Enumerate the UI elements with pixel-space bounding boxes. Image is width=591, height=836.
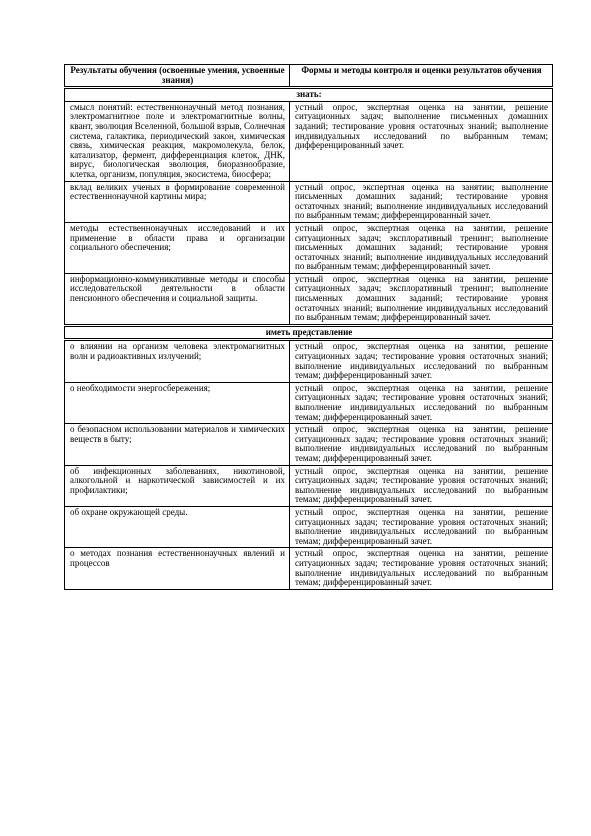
result-cell: об охране окружающей среды. [65, 506, 290, 547]
methods-cell: устный опрос, экспертная оценка на занятии, решение ситуационных задач; тестирование уровня остаточных знаний; выполнение индивидуальных исследований по выбранным темам; дифференцированный зачет. [290, 382, 553, 423]
result-cell: о необходимости энергосбережения; [65, 382, 290, 423]
section-title: иметь представление [65, 325, 553, 340]
table-row [65, 340, 553, 382]
table-row [65, 273, 553, 325]
methods-cell: устный опрос, экспертная оценка на занятии, решение ситуационных задач; тестирование уровня остаточных знаний; выполнение индивидуальных исследований по выбранным темам; дифференцированный зачет. [290, 340, 553, 382]
methods-cell: устный опрос, экспертная оценка на занятии, решение ситуационных задач; тестирование уровня остаточных знаний; выполнение индивидуальных исследований по выбранным темам; дифференцированный зачет. [290, 465, 553, 506]
table-row [65, 506, 553, 547]
table-row [65, 222, 553, 273]
result-cell: о безопасном использовании материалов и химических веществ в быту; [65, 424, 290, 465]
result-cell: вклад великих ученых в формирование современной естественнонаучной картины мира; [65, 181, 290, 222]
assessment-table [64, 64, 553, 590]
section-row-know [65, 88, 553, 102]
header-row [65, 65, 553, 88]
methods-cell: устный опрос, экспертная оценка на занятии, решение ситуационных задач; тестирование уровня остаточных знаний; выполнение индивидуальных исследований по выбранным темам; дифференцированный зачет. [290, 506, 553, 547]
result-cell: об инфекционных заболеваниях, никотиновой, алкогольной и наркотической зависимостей и их профилактики; [65, 465, 290, 506]
methods-cell: устный опрос, экспертная оценка на занятии, решение ситуационных задач; выполнение письменных домашних заданий; тестирование уровня остаточных знаний; выполнение индивидуальных исследований по выбранным темам; дифференцированный зачет. [290, 101, 553, 181]
section-title: знать: [65, 88, 553, 102]
methods-cell: устный опрос, экспертная оценка на занятии, решение ситуационных задач; тестирование уровня остаточных знаний; выполнение индивидуальных исследований по выбранным темам; дифференцированный зачет. [290, 424, 553, 465]
methods-cell: устный опрос, экспертная оценка на занятии, решение ситуационных задач; эксплоративный тренинг; выполнение письменных домашних заданий; тестирование уровня остаточных знаний; выполнение индивидуальных исследований по выбранным темам; дифференцированный зачет. [290, 273, 553, 325]
table-row [65, 424, 553, 465]
header-learning-results: Результаты обучения (освоенные умения, усвоенные знания) [65, 65, 290, 88]
table-row [65, 465, 553, 506]
methods-cell: устный опрос, экспертная оценка на занятии, решение ситуационных задач; тестирование уровня остаточных знаний; выполнение индивидуальных исследований по выбранным темам; дифференцированный зачет. [290, 548, 553, 589]
table-row [65, 382, 553, 423]
result-cell: методы естественнонаучных исследований и их применение в области права и организации социального обеспечения; [65, 222, 290, 273]
section-row-have-idea [65, 325, 553, 340]
result-cell: смысл понятий: естественнонаучный метод познания, электромагнитное поле и электромагнитные волны, квант, эволюция Вселенной, большой взрыв, Солнечная система, галактика, периодический закон, химическая связь, химическая реакция, макромолекула, белок, катализатор, фермент, дифференциация клеток, ДНК, вирус, биологическая эволюция, биоразнообразие, клетка, организм, популяция, экосистема, биосфера; [65, 101, 290, 181]
table-row [65, 181, 553, 222]
methods-cell: устный опрос, экспертная оценка на занятии, решение ситуационных задач; эксплоративный тренинг; выполнение письменных домашних заданий; тестирование уровня остаточных знаний; выполнение индивидуальных исследований по выбранным темам; дифференцированный зачет. [290, 222, 553, 273]
result-cell: о методах познания естественнонаучных явлений и процессов [65, 548, 290, 589]
table-row [65, 548, 553, 589]
header-control-methods: Формы и методы контроля и оценки результатов обучения [290, 65, 553, 88]
methods-cell: устный опрос, экспертная оценка на занятии; выполнение письменных домашних заданий; тестирование уровня остаточных знаний; выполнение индивидуальных исследований по выбранным темам; дифференцированный зачет. [290, 181, 553, 222]
table-row [65, 101, 553, 181]
result-cell: информационно-коммуникативные методы и способы исследовательской деятельности в области пенсионного обеспечения и социальной защиты. [65, 273, 290, 325]
result-cell: о влиянии на организм человека электромагнитных волн и радиоактивных излучений; [65, 340, 290, 382]
